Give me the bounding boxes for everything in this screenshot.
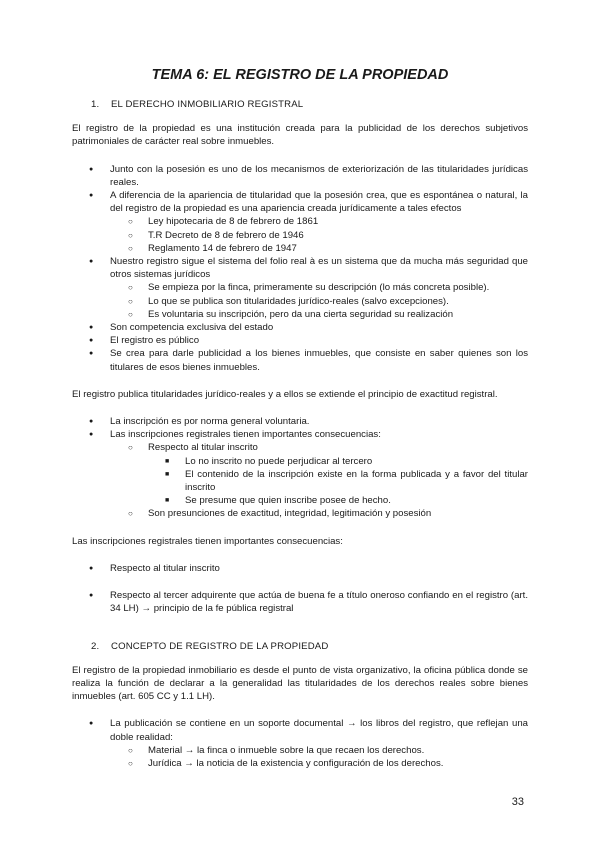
sub-list <box>110 281 528 321</box>
list-item: ○ Lo que se publica son titularidades jurídico-reales (salvo excepciones). <box>110 295 528 308</box>
list-item: ○ Son presunciones de exactitud, integridad, legitimación y posesión <box>110 507 528 520</box>
list-item: ○ Se empieza por la finca, primeramente su descripción (lo más concreta posible). <box>110 281 528 294</box>
section-1-paragraph-2: El registro publica titularidades jurídico-reales y a ellos se extiende el principio de exactitud registral. <box>72 388 498 400</box>
list-item: ■ Se presume que quien inscribe posee de hecho. <box>148 494 528 507</box>
section-2-bullet-list <box>72 717 528 770</box>
section-1-bullet-list <box>72 163 528 374</box>
list-item: ○ Es voluntaria su inscripción, pero da una cierta seguridad su realización <box>110 308 528 321</box>
list-item: ● A diferencia de la apariencia de titularidad que la posesión crea, que es espontánea o natural, la del registro de la propiedad es una apariencia creada jurídicamente a tales efectos ○ Ley hipotecaria de 8 de febrero de 1861 ○ T.R Decreto de 8 de febrero de 1946 ○ Reglamento 14 de febrero de 1947 <box>72 189 528 255</box>
list-item: ● Las inscripciones registrales tienen importantes consecuencias: ○ Respecto al titular inscrito ■ Lo no inscrito no puede perjudicar al tercero ■ El contenido de la inscripción existe en la forma publicada y a favor del titular inscrito ■ Se presume que quien inscribe posee de hecho. ○ Son presunciones de exactitud, integridad, legitimación y posesión <box>72 428 528 520</box>
page-number: 33 <box>511 796 524 808</box>
list-item: ○ Respecto al titular inscrito ■ Lo no inscrito no puede perjudicar al tercero ■ El contenido de la inscripción existe en la forma publicada y a favor del titular inscrito ■ Se presume que quien inscribe posee de hecho. <box>110 441 528 507</box>
list-item: ● La publicación se contiene en un soporte documental → los libros del registro, que reflejan una doble realidad: ○ Material → la finca o inmueble sobre la que recaen los derechos. ○ Jurídica → la noticia de la existencia y configuración de los derechos. <box>72 717 528 770</box>
sub-sub-list <box>148 455 528 508</box>
list-item: ■ El contenido de la inscripción existe en la forma publicada y a favor del titular inscrito <box>148 468 528 494</box>
section-2-intro: El registro de la propiedad inmobiliario es desde el punto de vista organizativo, la oficina pública donde se realiza la función de declarar a la generalidad las titularidades de los derechos reales sobre bienes inmuebles (art. 605 CC y 1.1 LH). <box>72 664 528 703</box>
list-item: ● El registro es público <box>72 334 528 347</box>
list-item: ● Junto con la posesión es uno de los mecanismos de exteriorización de las titularidades jurídicas reales. <box>72 163 528 189</box>
list-item: ● Son competencia exclusiva del estado <box>72 321 528 334</box>
list-item: ○ Material → la finca o inmueble sobre la que recaen los derechos. <box>110 744 528 757</box>
list-item: ● La inscripción es por norma general voluntaria. <box>72 415 528 428</box>
section-2-heading <box>91 640 528 653</box>
list-item: ○ Jurídica → la noticia de la existencia y configuración de los derechos. <box>110 757 528 770</box>
sub-list <box>110 441 528 520</box>
section-1-number: 1. <box>91 99 100 110</box>
section-1-heading <box>91 98 528 111</box>
section-1-bullet-list-2 <box>72 415 528 521</box>
list-item: ● Respecto al tercer adquirente que actúa de buena fe a título oneroso confiando en el registro (art. 34 LH) → principio de la fe pública registral <box>72 589 528 615</box>
document-page <box>72 66 528 784</box>
list-item: ○ Reglamento 14 de febrero de 1947 <box>110 242 528 255</box>
section-1-paragraph-3: Las inscripciones registrales tienen importantes consecuencias: <box>72 535 343 547</box>
section-2-number: 2. <box>91 640 100 652</box>
list-item: ○ T.R Decreto de 8 de febrero de 1946 <box>110 229 528 242</box>
document-title: TEMA 6: EL REGISTRO DE LA PROPIEDAD <box>151 67 449 83</box>
list-item: ■ Lo no inscrito no puede perjudicar al tercero <box>148 455 528 468</box>
section-1-intro: El registro de la propiedad es una institución creada para la publicidad de los derechos subjetivos patrimoniales de carácter real sobre inmuebles. <box>72 123 528 148</box>
list-item: ○ Ley hipotecaria de 8 de febrero de 1861 <box>110 215 528 228</box>
section-1-bullet-list-3 <box>72 562 528 616</box>
sub-list <box>110 744 528 770</box>
list-item: ● Se crea para darle publicidad a los bienes inmuebles, que consiste en saber quienes son los titulares de esos bienes inmuebles. <box>72 347 528 373</box>
list-item: ● Nuestro registro sigue el sistema del folio real à es un sistema que da mucha más seguridad que otros sistemas jurídicos ○ Se empieza por la finca, primeramente su descripción (lo más concreta posible). ○ Lo que se publica son titularidades jurídico-reales (salvo excepciones). ○ Es voluntaria su inscripción, pero da una cierta seguridad su realización <box>72 255 528 321</box>
list-item: ● Respecto al titular inscrito <box>72 562 528 575</box>
section-1-title: EL DERECHO INMOBILIARIO REGISTRAL <box>111 99 304 110</box>
sub-list <box>110 215 528 255</box>
section-2-title: CONCEPTO DE REGISTRO DE LA PROPIEDAD <box>111 640 329 652</box>
